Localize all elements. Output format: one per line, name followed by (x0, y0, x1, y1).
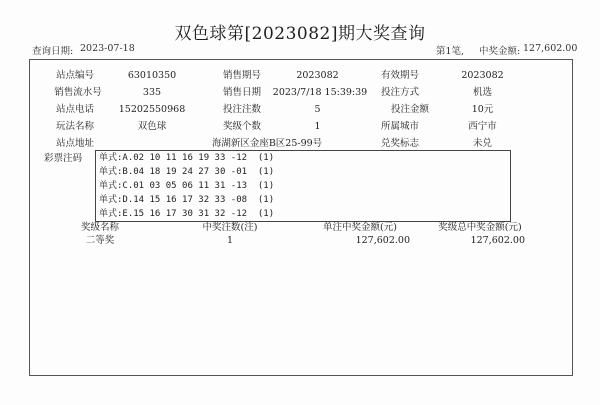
ticket-line: 单式:B.04 18 19 24 27 30 -01 (1) (99, 167, 275, 177)
prize-table-header: 奖级总中奖金额(元) (438, 222, 522, 233)
bet-amount-label: 投注金额 (390, 104, 429, 115)
prize-table-cell: 127,602.00 (470, 235, 525, 246)
query-date-label: 查询日期: (32, 46, 74, 57)
ticket-box (95, 150, 511, 222)
serial-no-value: 335 (142, 87, 162, 98)
ticket-line: 单式:C.01 03 05 06 11 31 -13 (1) (99, 181, 275, 191)
prize-table-header: 奖级名称 (80, 222, 119, 233)
sale-issue-label: 销售期号 (222, 70, 261, 81)
prize-count-label: 奖级个数 (222, 121, 261, 132)
bet-count-label: 投注注数 (222, 104, 261, 115)
prize-count-value: 1 (314, 121, 321, 132)
ticket-line: 单式:A.02 10 11 16 19 33 -12 (1) (99, 153, 275, 163)
valid-issue-label: 有效期号 (380, 70, 419, 81)
record-index: 第1笔, (436, 46, 465, 57)
station-no-value: 63010350 (127, 70, 177, 81)
redeem-value: 未兑 (472, 138, 492, 149)
prize-table-header: 中奖注数(注) (202, 222, 258, 233)
phone-value: 15202550968 (118, 104, 186, 115)
ticket-line: 单式:E.15 16 17 30 31 32 -12 (1) (99, 209, 275, 219)
total-win-label: 中奖金额: (479, 46, 521, 57)
total-win-amount: 127,602.00 (523, 43, 578, 54)
game-name-label: 玩法名称 (55, 121, 94, 132)
address-value: 海湖新区金座B区25-99号 (211, 138, 323, 149)
bet-count-value: 5 (314, 104, 321, 115)
prize-table-cell: 1 (226, 235, 234, 246)
phone-label: 站点电话 (55, 104, 94, 115)
city-value: 西宁市 (468, 121, 497, 132)
bet-amount-value: 10元 (471, 104, 494, 115)
address-label: 站点地址 (55, 138, 94, 149)
city-label: 所属城市 (380, 121, 419, 132)
serial-no-label: 销售流水号 (54, 87, 102, 98)
sale-date-label: 销售日期 (222, 87, 261, 98)
query-date: 2023-07-18 (80, 43, 135, 54)
bet-method-value: 机选 (472, 87, 492, 98)
ticket-label: 彩票注码 (44, 153, 83, 164)
page-title: 双色球第[2023082]期大奖查询 (174, 24, 426, 44)
sale-issue-value: 2023082 (296, 70, 339, 81)
prize-table-header: 单注中奖金额(元) (323, 222, 397, 233)
bet-method-label: 投注方式 (380, 87, 419, 98)
station-no-label: 站点编号 (55, 70, 94, 81)
ticket-line: 单式:D.14 15 16 17 32 33 -08 (1) (99, 195, 275, 205)
game-name-value: 双色球 (137, 121, 167, 132)
sale-date-value: 2023/7/18 15:39:39 (272, 87, 368, 98)
prize-table-cell: 127,602.00 (355, 235, 410, 246)
redeem-label: 兑奖标志 (380, 138, 419, 149)
valid-issue-value: 2023082 (461, 70, 504, 81)
prize-table-cell: 二等奖 (85, 235, 115, 246)
